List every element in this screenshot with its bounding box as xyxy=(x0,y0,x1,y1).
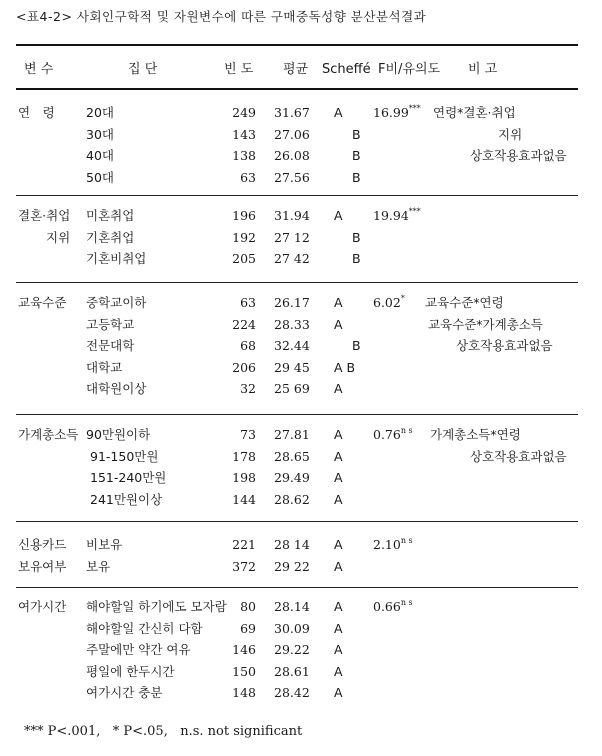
cell-group: 대학교 xyxy=(86,359,123,375)
cell-group: 해야할일 간신히 다함 xyxy=(86,620,203,636)
table-row xyxy=(0,146,602,166)
cell-group: 미혼취업 xyxy=(86,208,135,223)
table-row xyxy=(0,103,602,123)
cell-scheffe: A xyxy=(334,105,343,120)
cell-significance-mark: n s xyxy=(400,426,413,435)
cell-mean: 27.81 xyxy=(274,427,310,442)
table-row xyxy=(0,379,602,399)
cell-significance-mark: n s xyxy=(400,536,413,545)
cell-group: 151-240만원 xyxy=(90,470,167,485)
cell-group: 241만원이상 xyxy=(90,491,163,507)
cell-group: 30대 xyxy=(86,126,114,142)
cell-scheffe: A xyxy=(334,599,343,614)
cell-scheffe: A xyxy=(334,448,343,464)
table-row xyxy=(0,683,602,703)
cell-scheffe: A xyxy=(334,381,343,396)
cell-mean: 31.94 xyxy=(274,208,310,223)
cell-mean: 26.17 xyxy=(274,295,310,310)
cell-group: 여가시간 충분 xyxy=(86,685,163,700)
cell-mean: 27 42 xyxy=(274,251,310,266)
cell-frequency: 143 xyxy=(232,126,256,142)
cell-frequency: 80 xyxy=(240,599,256,614)
cell-mean: 26.08 xyxy=(274,148,310,163)
cell-scheffe: A xyxy=(334,620,343,636)
cell-group: 기혼비취업 xyxy=(86,251,147,266)
table-row xyxy=(0,662,602,682)
cell-frequency: 73 xyxy=(240,427,256,442)
cell-variable: 신용카드 xyxy=(18,537,67,552)
table-row xyxy=(0,468,602,488)
cell-scheffe: B xyxy=(352,148,361,163)
table-row xyxy=(0,125,602,145)
table-row xyxy=(0,640,602,660)
cell-group: 보유 xyxy=(86,558,111,574)
cell-group: 평일에 한두시간 xyxy=(86,663,175,679)
cell-mean: 29.49 xyxy=(274,470,310,485)
section-rule xyxy=(16,587,578,588)
cell-frequency: 146 xyxy=(232,642,256,657)
cell-mean: 27.56 xyxy=(274,169,310,185)
header-mean: 평균 xyxy=(283,62,309,77)
cell-frequency: 138 xyxy=(232,148,256,163)
cell-group: 40대 xyxy=(86,148,114,163)
header-frequency: 빈 도 xyxy=(224,62,254,77)
cell-group: 90만원이하 xyxy=(86,427,151,442)
cell-significance-mark: n s xyxy=(400,598,413,607)
table-row xyxy=(0,490,602,510)
header-variable: 변 수 xyxy=(24,62,54,77)
cell-scheffe: A xyxy=(334,642,343,657)
cell-mean: 28.33 xyxy=(274,316,310,332)
cell-group: 전문대학 xyxy=(86,338,135,353)
cell-f-value: 19.94*** xyxy=(373,207,421,223)
cell-scheffe: A xyxy=(334,470,343,485)
cell-f-value: 6.02* xyxy=(373,294,405,310)
cell-mean: 28.61 xyxy=(274,663,310,679)
cell-frequency: 205 xyxy=(232,251,256,266)
cell-group: 중학교이하 xyxy=(86,295,147,310)
cell-variable: 지위 xyxy=(46,229,71,245)
cell-mean: 27 12 xyxy=(274,229,310,245)
table-title: <표4-2> 사회인구학적 및 자원변수에 따른 구매중독성향 분산분석결과 xyxy=(16,9,427,24)
table-row xyxy=(0,336,602,356)
cell-scheffe: A xyxy=(334,663,343,679)
cell-scheffe: B xyxy=(352,169,361,185)
cell-frequency: 63 xyxy=(240,295,256,310)
cell-group: 주말에만 약간 여유 xyxy=(86,642,191,657)
cell-variable: 연 령 xyxy=(18,105,55,120)
cell-remark: 교육수준*가계총소득 xyxy=(428,316,543,332)
cell-variable: 여가시간 xyxy=(18,599,67,614)
cell-frequency: 150 xyxy=(232,663,256,679)
table-row xyxy=(0,425,602,445)
cell-mean: 27.06 xyxy=(274,126,310,142)
header-fvalue: F비/유의도 xyxy=(378,62,441,77)
cell-group: 20대 xyxy=(86,105,114,120)
cell-mean: 25 69 xyxy=(274,381,310,396)
cell-remark: 지위 xyxy=(498,126,523,142)
table-row xyxy=(0,535,602,555)
header-remarks: 비 고 xyxy=(468,62,498,77)
cell-significance-mark: * xyxy=(400,294,405,303)
cell-scheffe: B xyxy=(352,126,361,142)
cell-scheffe: B xyxy=(352,338,361,353)
section-rule xyxy=(16,282,578,283)
cell-group: 91-150만원 xyxy=(90,448,159,464)
cell-mean: 32.44 xyxy=(274,338,310,353)
cell-scheffe: A xyxy=(334,208,343,223)
cell-f-value: 16.99*** xyxy=(373,104,421,120)
cell-remark: 상호작용효과없음 xyxy=(470,148,567,163)
cell-variable: 교육수준 xyxy=(18,295,67,310)
cell-frequency: 198 xyxy=(232,470,256,485)
table-row xyxy=(0,447,602,467)
cell-frequency: 206 xyxy=(232,359,256,375)
significance-footnote: *** P<.001, * P<.05, n.s. not significant xyxy=(24,724,303,739)
cell-mean: 29.22 xyxy=(274,642,310,657)
cell-mean: 28 14 xyxy=(274,537,310,552)
table-row xyxy=(0,293,602,313)
section-rule xyxy=(16,521,578,522)
cell-group: 고등학교 xyxy=(86,316,135,332)
cell-frequency: 63 xyxy=(240,169,256,185)
cell-variable: 보유여부 xyxy=(18,558,67,574)
cell-significance-mark: *** xyxy=(408,207,421,216)
cell-f-value: $0.66^{n s}$ xyxy=(373,598,413,614)
section-rule xyxy=(16,195,578,196)
cell-remark: 연령*결혼·취업 xyxy=(433,105,516,120)
cell-frequency: 372 xyxy=(232,558,256,574)
table-row xyxy=(0,358,602,378)
cell-variable: 결혼·취업 xyxy=(18,208,71,223)
table-row xyxy=(0,557,602,577)
table-row xyxy=(0,619,602,639)
cell-scheffe: B xyxy=(352,251,361,266)
cell-variable: 가계총소득 xyxy=(18,427,79,442)
cell-mean: 31.67 xyxy=(274,105,310,120)
header-group: 집 단 xyxy=(128,62,158,77)
table-row xyxy=(0,597,602,617)
cell-frequency: 32 xyxy=(240,381,256,396)
cell-frequency: 221 xyxy=(232,537,256,552)
cell-group: 기혼취업 xyxy=(86,229,135,245)
table-header xyxy=(0,60,602,80)
cell-group: 대학원이상 xyxy=(86,381,147,396)
cell-frequency: 224 xyxy=(232,316,256,332)
cell-scheffe: A xyxy=(334,427,343,442)
table-row xyxy=(0,315,602,335)
cell-frequency: 148 xyxy=(232,685,256,700)
cell-f-value: $2.10^{n s}$ xyxy=(373,536,413,552)
cell-scheffe: A xyxy=(334,295,343,310)
cell-scheffe: A xyxy=(334,491,343,507)
cell-frequency: 68 xyxy=(240,338,256,353)
header-scheffe: Scheffé xyxy=(322,62,371,77)
cell-mean: 29 45 xyxy=(274,359,310,375)
section-rule xyxy=(16,414,578,415)
cell-significance-mark: *** xyxy=(408,104,421,113)
cell-scheffe: B xyxy=(352,229,361,245)
cell-frequency: 249 xyxy=(232,105,256,120)
cell-mean: 29 22 xyxy=(274,558,310,574)
cell-scheffe: A xyxy=(334,316,343,332)
cell-scheffe: A B xyxy=(334,359,356,375)
cell-mean: 28.14 xyxy=(274,599,310,614)
cell-group: 비보유 xyxy=(86,537,123,552)
cell-remark: 상호작용효과없음 xyxy=(470,448,567,464)
table-row xyxy=(0,228,602,248)
table-row xyxy=(0,249,602,269)
table-row xyxy=(0,168,602,188)
cell-frequency: 69 xyxy=(240,620,256,636)
cell-frequency: 192 xyxy=(232,229,256,245)
cell-frequency: 196 xyxy=(232,208,256,223)
cell-f-value: $0.76^{n s}$ xyxy=(373,426,413,442)
cell-mean: 28.62 xyxy=(274,491,310,507)
cell-scheffe: A xyxy=(334,558,343,574)
cell-mean: 28.42 xyxy=(274,685,310,700)
cell-scheffe: A xyxy=(334,685,343,700)
table-top-rule xyxy=(16,44,578,46)
cell-remark: 교육수준*연령 xyxy=(425,295,504,310)
cell-frequency: 178 xyxy=(232,448,256,464)
cell-group: 50대 xyxy=(86,169,114,185)
cell-group: 해야할일 하기에도 모자람 xyxy=(86,599,227,614)
cell-mean: 28.65 xyxy=(274,448,310,464)
table-row xyxy=(0,206,602,226)
section-rule xyxy=(16,88,578,90)
cell-remark: 상호작용효과없음 xyxy=(456,338,553,353)
cell-mean: 30.09 xyxy=(274,620,310,636)
cell-scheffe: A xyxy=(334,537,343,552)
cell-frequency: 144 xyxy=(232,491,256,507)
cell-remark: 가계총소득*연령 xyxy=(430,427,521,442)
